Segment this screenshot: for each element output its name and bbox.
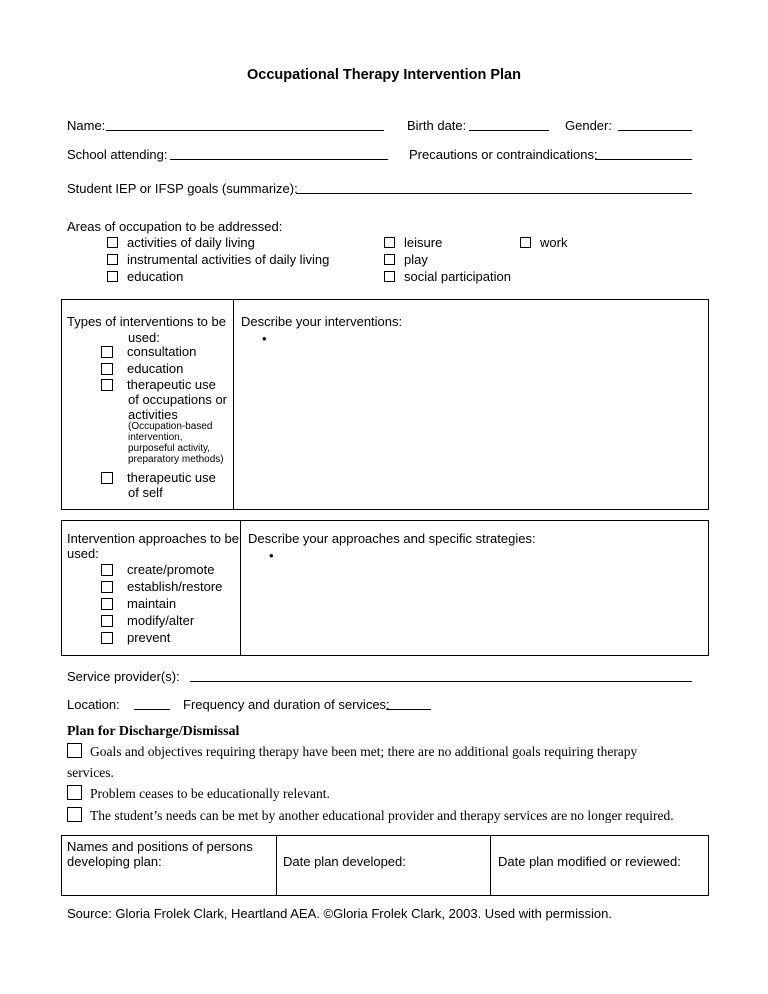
- describe-approaches-label: Describe your approaches and specific strategies:: [248, 531, 536, 546]
- intervention-item-text: of self: [128, 485, 163, 500]
- occupation-item[interactable]: activities of daily living: [107, 234, 255, 251]
- checkbox[interactable]: [101, 346, 113, 358]
- location-label: Location:: [67, 697, 120, 712]
- describe-interventions-label: Describe your interventions:: [241, 314, 403, 329]
- frequency-label: Frequency and duration of services:: [183, 697, 390, 712]
- discharge-item[interactable]: Goals and objectives requiring therapy have been met; there are no additional goals requiring therapy: [67, 743, 637, 760]
- occupation-item[interactable]: work: [520, 234, 567, 251]
- page-title: Occupational Therapy Intervention Plan: [247, 67, 521, 83]
- divider: [490, 835, 491, 896]
- discharge-item[interactable]: Problem ceases to be educationally relevant.: [67, 785, 330, 802]
- occupation-heading: Areas of occupation to be addressed:: [67, 219, 283, 234]
- approaches-heading: Intervention approaches to be: [67, 531, 240, 546]
- gender-field[interactable]: [618, 130, 692, 131]
- discharge-item-text: services.: [67, 765, 114, 780]
- checkbox[interactable]: [520, 237, 531, 248]
- gender-label: Gender:: [565, 118, 612, 133]
- divider: [240, 520, 241, 656]
- divider: [276, 835, 277, 896]
- approaches-heading: used:: [67, 546, 99, 561]
- occupation-item[interactable]: play: [384, 251, 428, 268]
- date-modified-label: Date plan modified or reviewed:: [498, 854, 681, 869]
- checkbox[interactable]: [67, 807, 82, 822]
- intervention-item[interactable]: therapeutic use: [101, 469, 216, 486]
- discharge-heading: Plan for Discharge/Dismissal: [67, 724, 240, 739]
- bullet: •: [269, 548, 274, 563]
- divider: [233, 299, 234, 510]
- intervention-item[interactable]: education: [101, 360, 183, 377]
- service-provider-field[interactable]: [190, 681, 692, 682]
- checkbox[interactable]: [384, 237, 395, 248]
- checkbox[interactable]: [101, 363, 113, 375]
- date-developed-label: Date plan developed:: [283, 854, 406, 869]
- goals-label: Student IEP or IFSP goals (summarize):: [67, 181, 298, 196]
- goals-field[interactable]: [296, 193, 692, 194]
- checkbox[interactable]: [384, 271, 395, 282]
- intervention-item[interactable]: consultation: [101, 343, 196, 360]
- school-field[interactable]: [170, 159, 388, 160]
- intervention-note: purposeful activity,: [128, 443, 211, 454]
- intervention-item-text: of occupations or: [128, 392, 228, 407]
- approach-item[interactable]: establish/restore: [101, 578, 222, 595]
- location-field[interactable]: [134, 709, 170, 710]
- checkbox[interactable]: [101, 472, 113, 484]
- checkbox[interactable]: [101, 379, 113, 391]
- approach-item[interactable]: modify/alter: [101, 612, 194, 629]
- discharge-item[interactable]: The student’s needs can be met by another educational provider and therapy services are no longer required.: [67, 807, 674, 824]
- checkbox[interactable]: [107, 237, 118, 248]
- approach-item[interactable]: prevent: [101, 629, 170, 646]
- intervention-item[interactable]: therapeutic use: [101, 376, 216, 393]
- checkbox[interactable]: [67, 743, 82, 758]
- approach-item[interactable]: create/promote: [101, 561, 214, 578]
- checkbox[interactable]: [107, 254, 118, 265]
- checkbox[interactable]: [101, 615, 113, 627]
- occupation-item[interactable]: instrumental activities of daily living: [107, 251, 329, 268]
- occupation-item[interactable]: education: [107, 268, 183, 285]
- checkbox[interactable]: [101, 598, 113, 610]
- frequency-field[interactable]: [386, 709, 431, 710]
- checkbox[interactable]: [101, 581, 113, 593]
- interventions-heading: used:: [128, 330, 160, 345]
- intervention-note: (Occupation-based: [128, 421, 213, 432]
- school-label: School attending:: [67, 147, 168, 162]
- precautions-label: Precautions or contraindications:: [409, 147, 598, 162]
- intervention-note: preparatory methods): [128, 454, 224, 465]
- name-field[interactable]: [106, 130, 384, 131]
- interventions-heading: Types of interventions to be: [67, 314, 226, 329]
- checkbox[interactable]: [384, 254, 395, 265]
- names-positions-label: Names and positions of persons: [67, 839, 253, 854]
- checkbox[interactable]: [101, 632, 113, 644]
- birth-date-label: Birth date:: [407, 118, 467, 133]
- birth-date-field[interactable]: [469, 130, 549, 131]
- service-provider-label: Service provider(s):: [67, 669, 180, 684]
- name-label: Name:: [67, 118, 106, 133]
- checkbox[interactable]: [107, 271, 118, 282]
- approach-item[interactable]: maintain: [101, 595, 176, 612]
- occupation-item[interactable]: leisure: [384, 234, 442, 251]
- names-positions-label: developing plan:: [67, 854, 162, 869]
- bullet: •: [262, 331, 267, 346]
- checkbox[interactable]: [101, 564, 113, 576]
- occupation-item[interactable]: social participation: [384, 268, 511, 285]
- checkbox[interactable]: [67, 785, 82, 800]
- intervention-note: intervention,: [128, 432, 183, 443]
- precautions-field[interactable]: [595, 159, 692, 160]
- intervention-item-text: activities: [128, 407, 178, 422]
- source-note: Source: Gloria Frolek Clark, Heartland AEA. ©Gloria Frolek Clark, 2003. Used with permission.: [67, 906, 612, 921]
